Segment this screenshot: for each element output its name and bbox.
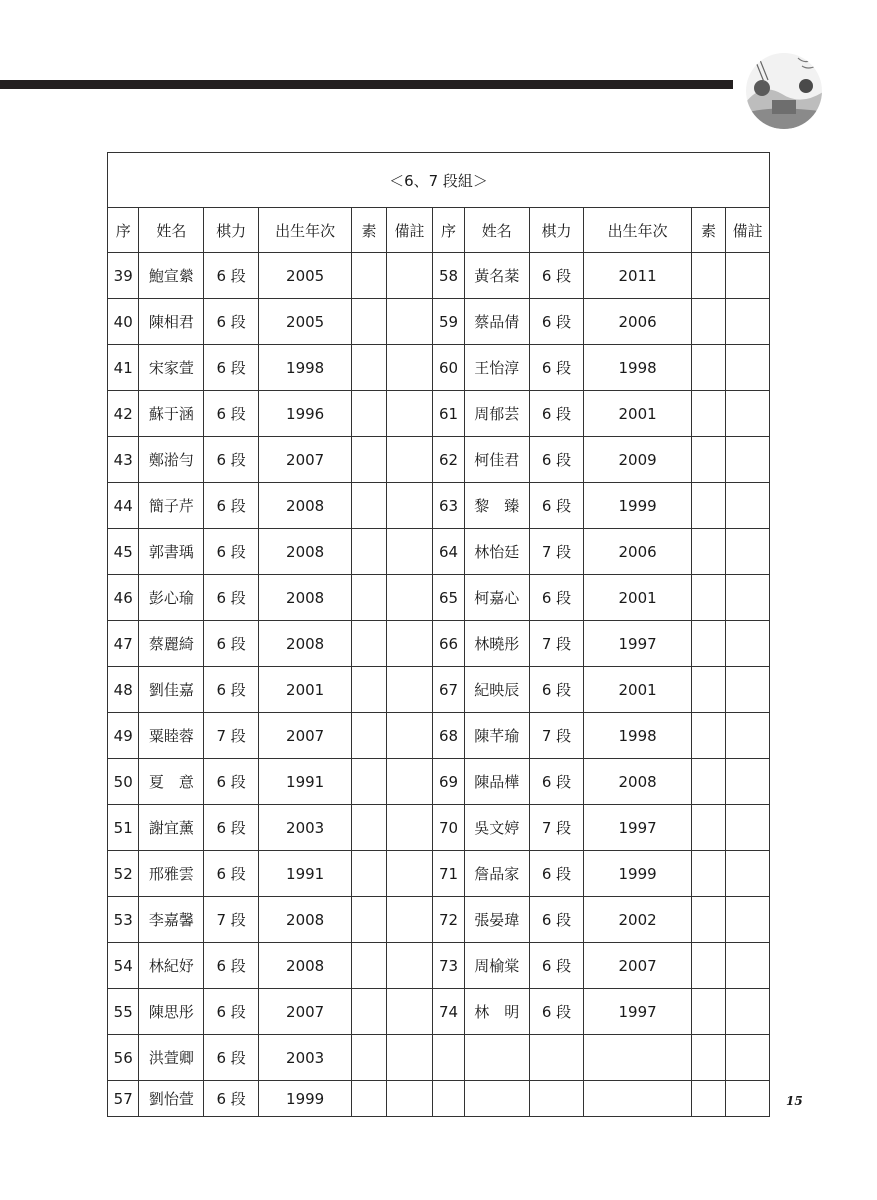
remark-cell <box>726 943 770 989</box>
birth-year-cell: 2008 <box>259 943 352 989</box>
seq-cell: 58 <box>433 253 464 299</box>
birth-year-cell: 2006 <box>584 299 691 345</box>
rank-cell: 6 段 <box>204 805 259 851</box>
seq-cell: 57 <box>108 1081 139 1117</box>
birth-year-cell: 2001 <box>259 667 352 713</box>
su-cell <box>691 1035 725 1081</box>
go-players-emblem <box>742 52 826 130</box>
seq-cell: 41 <box>108 345 139 391</box>
seq-cell: 39 <box>108 253 139 299</box>
su-cell <box>352 621 386 667</box>
name-cell: 李嘉馨 <box>139 897 204 943</box>
birth-year-cell: 1998 <box>584 345 691 391</box>
seq-cell: 70 <box>433 805 464 851</box>
table-row <box>108 621 770 667</box>
table-row <box>108 897 770 943</box>
name-cell: 張晏瑋 <box>464 897 529 943</box>
rank-cell: 6 段 <box>529 437 584 483</box>
name-cell: 郭書瑀 <box>139 529 204 575</box>
seq-cell: 71 <box>433 851 464 897</box>
remark-cell <box>386 299 433 345</box>
birth-year-cell: 2007 <box>259 989 352 1035</box>
su-cell <box>691 851 725 897</box>
table-title: ＜6、7 段組＞ <box>108 153 770 208</box>
birth-year-cell <box>584 1035 691 1081</box>
birth-year-cell: 2008 <box>259 529 352 575</box>
su-cell <box>352 805 386 851</box>
su-cell <box>352 253 386 299</box>
su-cell <box>352 575 386 621</box>
rank-cell: 6 段 <box>204 299 259 345</box>
seq-cell: 45 <box>108 529 139 575</box>
name-cell: 柯嘉心 <box>464 575 529 621</box>
su-cell <box>352 483 386 529</box>
birth-year-cell: 2001 <box>584 667 691 713</box>
rank-cell: 6 段 <box>204 759 259 805</box>
rank-cell: 6 段 <box>204 1081 259 1117</box>
remark-cell <box>386 621 433 667</box>
rank-cell: 6 段 <box>529 483 584 529</box>
birth-year-cell: 1997 <box>584 621 691 667</box>
table-row <box>108 943 770 989</box>
su-cell <box>691 805 725 851</box>
su-cell <box>352 851 386 897</box>
su-cell <box>352 1035 386 1081</box>
name-cell: 柯佳君 <box>464 437 529 483</box>
remark-cell <box>726 437 770 483</box>
su-cell <box>352 391 386 437</box>
name-cell: 簡子芹 <box>139 483 204 529</box>
seq-cell: 72 <box>433 897 464 943</box>
birth-year-cell: 1991 <box>259 851 352 897</box>
table-row <box>108 483 770 529</box>
name-cell: 謝宜薰 <box>139 805 204 851</box>
su-cell <box>352 713 386 759</box>
roster-table <box>107 152 770 1117</box>
name-cell: 黎 臻 <box>464 483 529 529</box>
rank-cell: 7 段 <box>529 621 584 667</box>
remark-cell <box>386 575 433 621</box>
rank-cell: 6 段 <box>529 943 584 989</box>
birth-year-cell: 2007 <box>584 943 691 989</box>
rank-cell: 7 段 <box>529 529 584 575</box>
table-row <box>108 759 770 805</box>
column-header: 出生年次 <box>259 208 352 253</box>
birth-year-cell <box>584 1081 691 1117</box>
remark-cell <box>726 897 770 943</box>
birth-year-cell: 2006 <box>584 529 691 575</box>
column-header: 備註 <box>386 208 433 253</box>
su-cell <box>352 299 386 345</box>
column-header: 序 <box>433 208 464 253</box>
su-cell <box>352 759 386 805</box>
remark-cell <box>386 943 433 989</box>
table-row <box>108 391 770 437</box>
name-cell: 鄭湁勻 <box>139 437 204 483</box>
name-cell: 林紀妤 <box>139 943 204 989</box>
su-cell <box>352 943 386 989</box>
name-cell <box>464 1081 529 1117</box>
birth-year-cell: 1999 <box>584 483 691 529</box>
name-cell: 吳文婷 <box>464 805 529 851</box>
name-cell: 周榆棠 <box>464 943 529 989</box>
rank-cell: 6 段 <box>204 437 259 483</box>
remark-cell <box>726 621 770 667</box>
header-rule <box>0 80 733 89</box>
seq-cell: 66 <box>433 621 464 667</box>
table-row <box>108 437 770 483</box>
remark-cell <box>726 253 770 299</box>
name-cell: 邢雅雲 <box>139 851 204 897</box>
rank-cell: 6 段 <box>204 943 259 989</box>
birth-year-cell: 2001 <box>584 391 691 437</box>
seq-cell: 54 <box>108 943 139 989</box>
remark-cell <box>726 575 770 621</box>
name-cell: 林怡廷 <box>464 529 529 575</box>
su-cell <box>352 437 386 483</box>
su-cell <box>352 667 386 713</box>
seq-cell: 52 <box>108 851 139 897</box>
remark-cell <box>386 437 433 483</box>
birth-year-cell: 1998 <box>584 713 691 759</box>
seq-cell: 63 <box>433 483 464 529</box>
column-header: 出生年次 <box>584 208 691 253</box>
su-cell <box>352 897 386 943</box>
remark-cell <box>386 391 433 437</box>
remark-cell <box>386 759 433 805</box>
su-cell <box>691 621 725 667</box>
rank-cell: 6 段 <box>529 299 584 345</box>
seq-cell: 65 <box>433 575 464 621</box>
name-cell: 蔡品倩 <box>464 299 529 345</box>
su-cell <box>691 299 725 345</box>
rank-cell: 6 段 <box>204 529 259 575</box>
birth-year-cell: 2003 <box>259 805 352 851</box>
remark-cell <box>386 253 433 299</box>
birth-year-cell: 1996 <box>259 391 352 437</box>
remark-cell <box>386 851 433 897</box>
table-row <box>108 1081 770 1117</box>
name-cell: 陳品樺 <box>464 759 529 805</box>
rank-cell: 6 段 <box>204 989 259 1035</box>
table-row <box>108 713 770 759</box>
seq-cell: 60 <box>433 345 464 391</box>
su-cell <box>352 529 386 575</box>
seq-cell: 49 <box>108 713 139 759</box>
birth-year-cell: 2003 <box>259 1035 352 1081</box>
birth-year-cell: 2007 <box>259 713 352 759</box>
rank-cell: 7 段 <box>529 805 584 851</box>
table-row <box>108 667 770 713</box>
remark-cell <box>386 713 433 759</box>
seq-cell: 64 <box>433 529 464 575</box>
name-cell: 劉佳嘉 <box>139 667 204 713</box>
birth-year-cell: 2008 <box>259 621 352 667</box>
rank-cell: 6 段 <box>204 345 259 391</box>
su-cell <box>691 989 725 1035</box>
remark-cell <box>386 989 433 1035</box>
seq-cell: 61 <box>433 391 464 437</box>
remark-cell <box>726 529 770 575</box>
name-cell: 劉怡萱 <box>139 1081 204 1117</box>
remark-cell <box>726 483 770 529</box>
birth-year-cell: 2001 <box>584 575 691 621</box>
seq-cell: 55 <box>108 989 139 1035</box>
rank-cell: 6 段 <box>204 253 259 299</box>
name-cell: 宋家萱 <box>139 345 204 391</box>
column-header: 素 <box>352 208 386 253</box>
rank-cell <box>529 1081 584 1117</box>
rank-cell: 6 段 <box>204 621 259 667</box>
rank-cell <box>529 1035 584 1081</box>
seq-cell: 42 <box>108 391 139 437</box>
name-cell: 蔡麗綺 <box>139 621 204 667</box>
su-cell <box>691 391 725 437</box>
remark-cell <box>386 529 433 575</box>
birth-year-cell: 2008 <box>259 575 352 621</box>
remark-cell <box>386 897 433 943</box>
birth-year-cell: 2008 <box>584 759 691 805</box>
name-cell: 林 明 <box>464 989 529 1035</box>
name-cell <box>464 1035 529 1081</box>
su-cell <box>691 345 725 391</box>
remark-cell <box>726 989 770 1035</box>
rank-cell: 6 段 <box>204 483 259 529</box>
birth-year-cell: 2009 <box>584 437 691 483</box>
table-row <box>108 989 770 1035</box>
name-cell: 周郁芸 <box>464 391 529 437</box>
remark-cell <box>726 1035 770 1081</box>
remark-cell <box>726 345 770 391</box>
seq-cell: 59 <box>433 299 464 345</box>
remark-cell <box>726 713 770 759</box>
table-row <box>108 1035 770 1081</box>
page-number: 15 <box>786 1094 803 1108</box>
su-cell <box>691 1081 725 1117</box>
column-header: 棋力 <box>529 208 584 253</box>
seq-cell: 67 <box>433 667 464 713</box>
name-cell: 夏 意 <box>139 759 204 805</box>
rank-cell: 7 段 <box>204 713 259 759</box>
table-row <box>108 851 770 897</box>
name-cell: 洪萱卿 <box>139 1035 204 1081</box>
rank-cell: 6 段 <box>204 667 259 713</box>
remark-cell <box>386 1035 433 1081</box>
seq-cell: 51 <box>108 805 139 851</box>
su-cell <box>691 897 725 943</box>
su-cell <box>691 667 725 713</box>
remark-cell <box>726 391 770 437</box>
remark-cell <box>726 805 770 851</box>
remark-cell <box>386 667 433 713</box>
birth-year-cell: 1999 <box>584 851 691 897</box>
su-cell <box>352 989 386 1035</box>
birth-year-cell: 2008 <box>259 897 352 943</box>
su-cell <box>691 437 725 483</box>
birth-year-cell: 2008 <box>259 483 352 529</box>
name-cell: 蘇于涵 <box>139 391 204 437</box>
remark-cell <box>726 851 770 897</box>
seq-cell: 56 <box>108 1035 139 1081</box>
rank-cell: 6 段 <box>529 345 584 391</box>
rank-cell: 6 段 <box>204 575 259 621</box>
rank-cell: 6 段 <box>529 851 584 897</box>
name-cell: 紀映辰 <box>464 667 529 713</box>
remark-cell <box>726 299 770 345</box>
column-header: 備註 <box>726 208 770 253</box>
table-row <box>108 253 770 299</box>
remark-cell <box>726 759 770 805</box>
remark-cell <box>386 483 433 529</box>
seq-cell: 48 <box>108 667 139 713</box>
rank-cell: 6 段 <box>529 667 584 713</box>
column-header: 序 <box>108 208 139 253</box>
seq-cell <box>433 1035 464 1081</box>
table-row <box>108 345 770 391</box>
seq-cell: 69 <box>433 759 464 805</box>
su-cell <box>691 759 725 805</box>
remark-cell <box>386 1081 433 1117</box>
rank-cell: 6 段 <box>529 759 584 805</box>
birth-year-cell: 2011 <box>584 253 691 299</box>
birth-year-cell: 2005 <box>259 299 352 345</box>
remark-cell <box>726 1081 770 1117</box>
birth-year-cell: 1997 <box>584 989 691 1035</box>
seq-cell: 62 <box>433 437 464 483</box>
su-cell <box>352 345 386 391</box>
seq-cell: 43 <box>108 437 139 483</box>
su-cell <box>691 483 725 529</box>
birth-year-cell: 2002 <box>584 897 691 943</box>
rank-cell: 6 段 <box>529 989 584 1035</box>
name-cell: 陳芊瑜 <box>464 713 529 759</box>
rank-cell: 6 段 <box>529 391 584 437</box>
column-header: 姓名 <box>139 208 204 253</box>
name-cell: 陳思彤 <box>139 989 204 1035</box>
birth-year-cell: 1997 <box>584 805 691 851</box>
rank-cell: 6 段 <box>204 1035 259 1081</box>
su-cell <box>352 1081 386 1117</box>
column-header: 棋力 <box>204 208 259 253</box>
rank-cell: 6 段 <box>529 253 584 299</box>
name-cell: 陳相君 <box>139 299 204 345</box>
seq-cell: 68 <box>433 713 464 759</box>
birth-year-cell: 2007 <box>259 437 352 483</box>
name-cell: 鮑宣縈 <box>139 253 204 299</box>
seq-cell: 46 <box>108 575 139 621</box>
rank-cell: 6 段 <box>529 575 584 621</box>
seq-cell: 44 <box>108 483 139 529</box>
su-cell <box>691 713 725 759</box>
name-cell: 粟睦蓉 <box>139 713 204 759</box>
name-cell: 林曉彤 <box>464 621 529 667</box>
remark-cell <box>726 667 770 713</box>
su-cell <box>691 943 725 989</box>
rank-cell: 7 段 <box>204 897 259 943</box>
table-row <box>108 805 770 851</box>
rank-cell: 7 段 <box>529 713 584 759</box>
su-cell <box>691 529 725 575</box>
name-cell: 彭心瑜 <box>139 575 204 621</box>
column-header: 素 <box>691 208 725 253</box>
remark-cell <box>386 345 433 391</box>
seq-cell <box>433 1081 464 1117</box>
name-cell: 詹品家 <box>464 851 529 897</box>
table-row <box>108 529 770 575</box>
seq-cell: 74 <box>433 989 464 1035</box>
seq-cell: 50 <box>108 759 139 805</box>
column-header: 姓名 <box>464 208 529 253</box>
rank-cell: 6 段 <box>529 897 584 943</box>
rank-cell: 6 段 <box>204 851 259 897</box>
remark-cell <box>386 805 433 851</box>
rank-cell: 6 段 <box>204 391 259 437</box>
seq-cell: 40 <box>108 299 139 345</box>
su-cell <box>691 253 725 299</box>
table-row <box>108 575 770 621</box>
birth-year-cell: 2005 <box>259 253 352 299</box>
su-cell <box>691 575 725 621</box>
seq-cell: 73 <box>433 943 464 989</box>
name-cell: 黃名棻 <box>464 253 529 299</box>
birth-year-cell: 1999 <box>259 1081 352 1117</box>
name-cell: 王怡淳 <box>464 345 529 391</box>
seq-cell: 53 <box>108 897 139 943</box>
seq-cell: 47 <box>108 621 139 667</box>
birth-year-cell: 1991 <box>259 759 352 805</box>
birth-year-cell: 1998 <box>259 345 352 391</box>
table-row <box>108 299 770 345</box>
